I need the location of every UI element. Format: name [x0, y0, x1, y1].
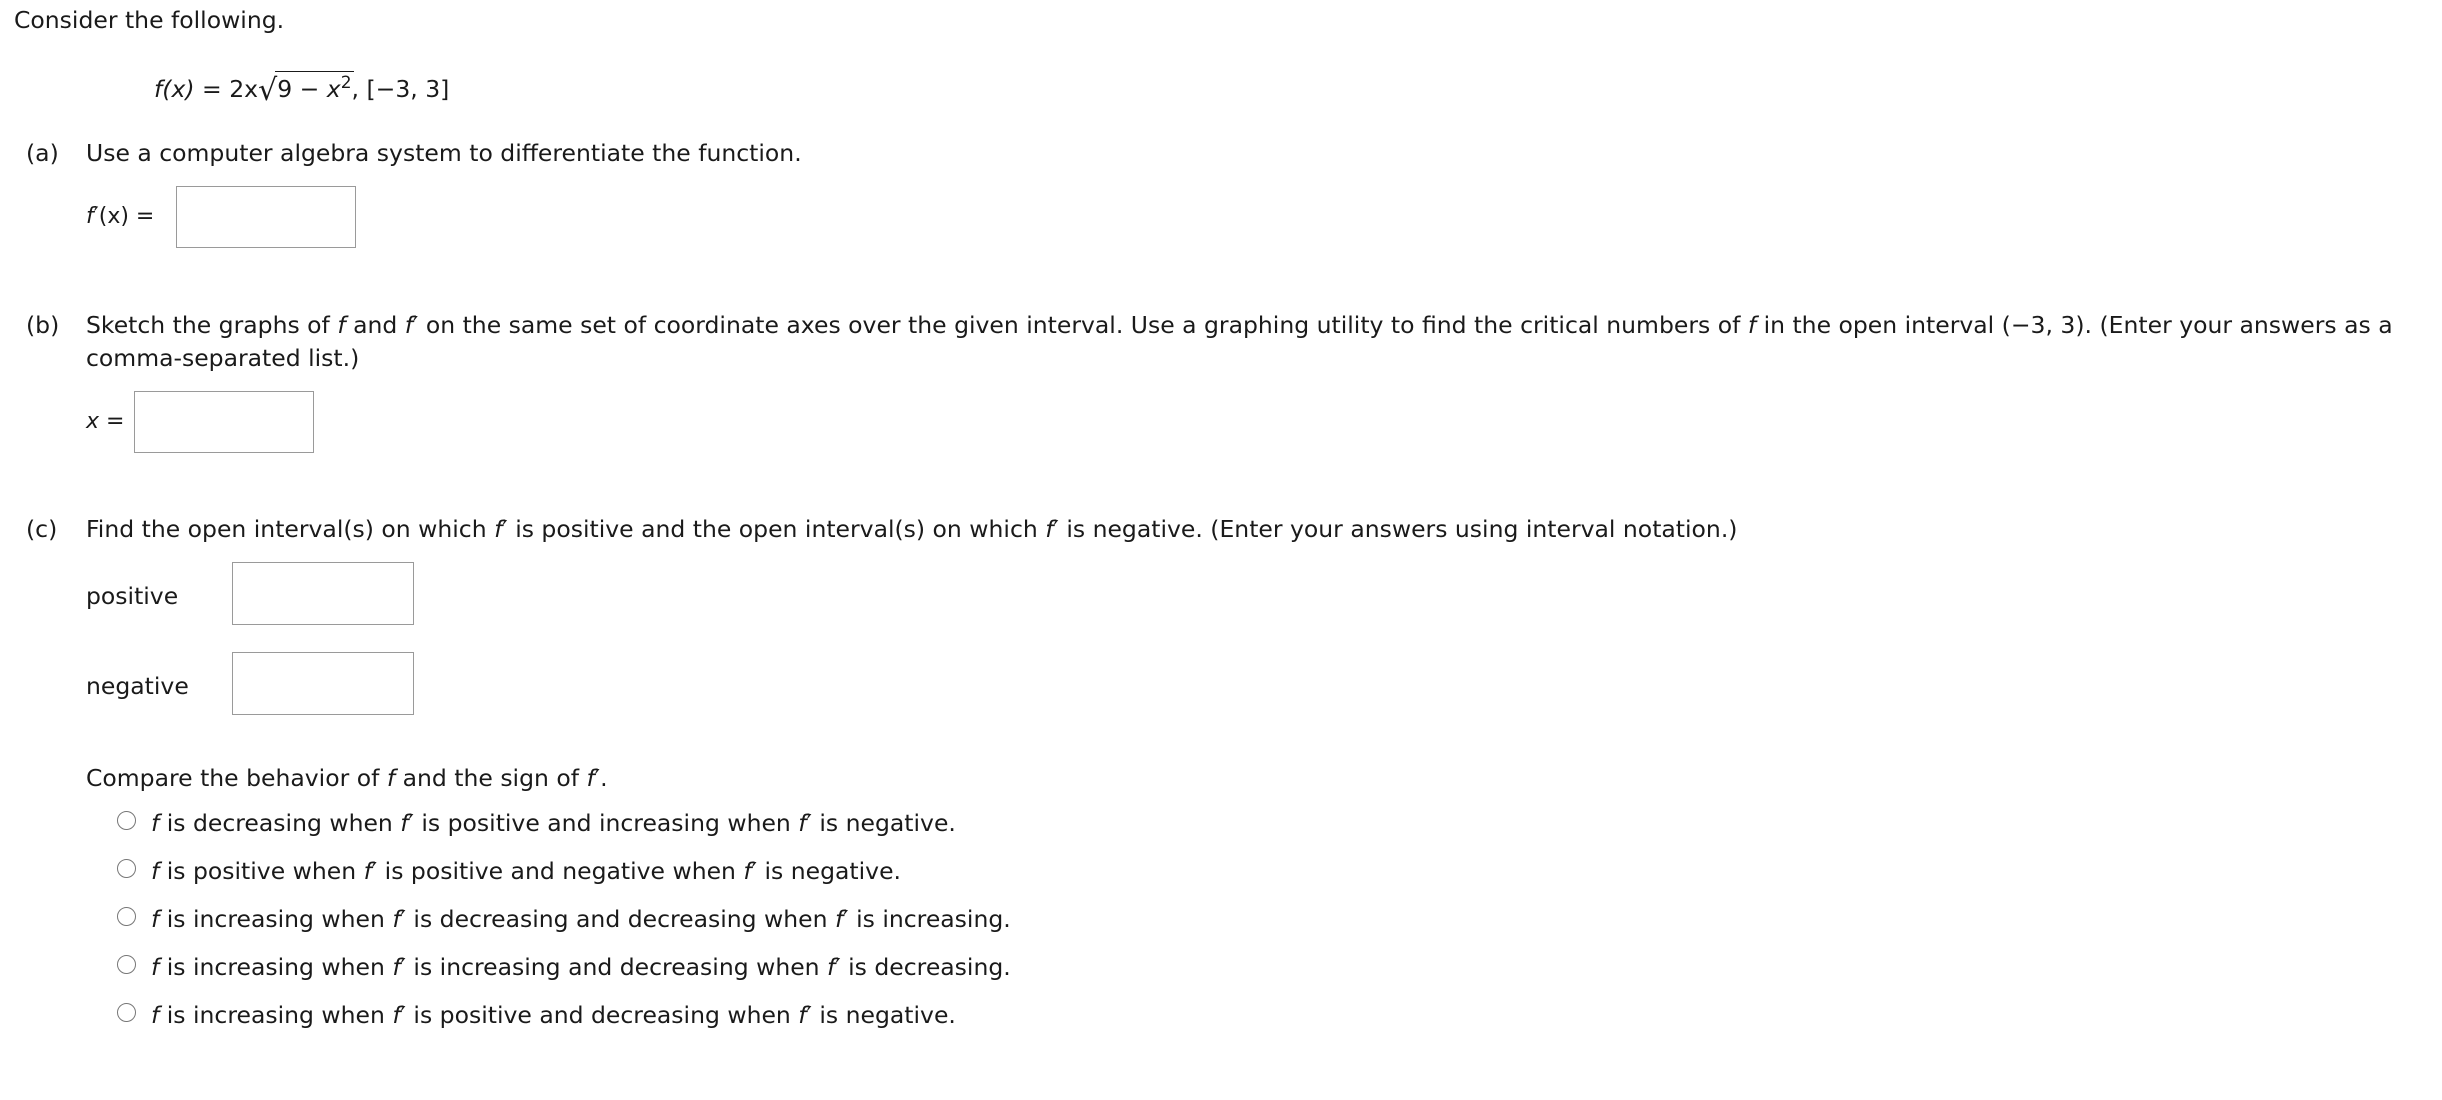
- opt3-c: ′ is increasing.: [843, 905, 1011, 933]
- part-b-label: (b): [26, 311, 60, 339]
- positive-interval-input[interactable]: [232, 562, 414, 625]
- b-f-3: f: [1747, 311, 1757, 339]
- opt2-f3: f: [743, 857, 752, 885]
- intro-text: Consider the following.: [14, 6, 285, 34]
- opt1-f: f: [151, 809, 160, 837]
- c-prime-1: ′: [502, 515, 508, 543]
- answer-label-eq: =: [99, 409, 125, 434]
- opt2-b: ′ is positive and negative when: [371, 857, 744, 885]
- opt1-a: is decreasing when: [159, 809, 401, 837]
- opt3-f2: f: [392, 905, 401, 933]
- b-f-1: f: [337, 311, 346, 339]
- opt4-b: ′ is increasing and decreasing when: [400, 953, 828, 981]
- option-radio-5[interactable]: [117, 1003, 136, 1022]
- b-text-4: in the open interval (−3, 3). (Enter your answers as a: [1756, 311, 2393, 339]
- opt5-f2: f: [392, 1001, 401, 1029]
- option-radio-3[interactable]: [117, 907, 136, 926]
- opt5-f3: f: [798, 1001, 807, 1029]
- negative-label: negative: [86, 672, 189, 700]
- opt2-a: is positive when: [159, 857, 364, 885]
- compare-prompt: [86, 764, 608, 792]
- part-b-answer-label: [86, 409, 124, 434]
- opt1-f3: f: [798, 809, 807, 837]
- c-text-1: Find the open interval(s) on which: [86, 515, 495, 543]
- option-text-5[interactable]: [151, 1001, 956, 1029]
- c-prime-2: ′: [1053, 515, 1059, 543]
- negative-interval-input[interactable]: [232, 652, 414, 715]
- part-a-prompt: Use a computer algebra system to differentiate the function.: [86, 139, 802, 167]
- part-c-prompt: [86, 515, 1737, 543]
- opt3-f: f: [151, 905, 160, 933]
- opt1-b: ′ is positive and increasing when: [408, 809, 799, 837]
- radical-sign: √: [258, 73, 278, 108]
- compare-text-3: ′.: [594, 764, 608, 792]
- compare-text-2: and the sign of: [395, 764, 587, 792]
- option-radio-1[interactable]: [117, 811, 136, 830]
- answer-label-rest: ′(x) =: [93, 204, 155, 229]
- compare-f-2: f: [586, 764, 595, 792]
- radicand-const: 9 −: [277, 75, 327, 103]
- part-b-prompt-line2: comma-separated list.): [86, 344, 360, 372]
- opt3-b: ′ is decreasing and decreasing when: [400, 905, 835, 933]
- part-a-answer-label: [86, 204, 154, 229]
- opt1-c: ′ is negative.: [806, 809, 956, 837]
- b-prime-2: ′: [413, 311, 419, 339]
- radical-bar: [275, 71, 353, 72]
- opt2-c: ′ is negative.: [751, 857, 901, 885]
- positive-label: positive: [86, 582, 179, 610]
- opt1-f2: f: [400, 809, 409, 837]
- function-coef: 2x: [229, 75, 259, 103]
- b-f-2: f: [404, 311, 414, 339]
- opt4-c: ′ is decreasing.: [835, 953, 1011, 981]
- c-text-3: is negative. (Enter your answers using interval notation.): [1058, 515, 1738, 543]
- answer-label-f: f: [86, 204, 94, 229]
- opt3-a: is increasing when: [159, 905, 393, 933]
- c-f-2: f: [1045, 515, 1054, 543]
- compare-text-1: Compare the behavior of: [86, 764, 387, 792]
- radicand: [277, 75, 351, 103]
- opt5-c: ′ is negative.: [806, 1001, 956, 1029]
- part-c-label: (c): [26, 515, 58, 543]
- option-text-2[interactable]: [151, 857, 901, 885]
- radicand-exp: 2: [340, 73, 352, 94]
- b-text-1: Sketch the graphs of: [86, 311, 338, 339]
- function-lhs: f(x): [154, 75, 195, 103]
- opt2-f2: f: [363, 857, 372, 885]
- function-eq: =: [202, 75, 222, 103]
- c-f-1: f: [494, 515, 503, 543]
- part-a-label: (a): [26, 139, 59, 167]
- part-b-prompt-line1: [86, 311, 2393, 339]
- radicand-var: x: [326, 75, 341, 103]
- part-b-critical-numbers-input[interactable]: [134, 391, 314, 453]
- option-radio-4[interactable]: [117, 955, 136, 974]
- b-text-3: on the same set of coordinate axes over the given interval. Use a graphing utility to find the critical numbers of: [418, 311, 1748, 339]
- option-radio-2[interactable]: [117, 859, 136, 878]
- function-interval: , [−3, 3]: [351, 75, 450, 103]
- opt4-f2: f: [392, 953, 401, 981]
- opt4-f3: f: [827, 953, 836, 981]
- option-text-1[interactable]: [151, 809, 956, 837]
- option-text-3[interactable]: [151, 905, 1011, 933]
- opt2-f: f: [151, 857, 160, 885]
- compare-f-1: f: [386, 764, 396, 792]
- c-text-2: is positive and the open interval(s) on which: [507, 515, 1046, 543]
- opt4-a: is increasing when: [159, 953, 393, 981]
- function-definition: [154, 70, 450, 108]
- opt3-f3: f: [835, 905, 844, 933]
- part-a-derivative-input[interactable]: [176, 186, 356, 248]
- opt5-a: is increasing when: [159, 1001, 393, 1029]
- answer-label-x: x: [86, 409, 100, 434]
- opt5-b: ′ is positive and decreasing when: [400, 1001, 799, 1029]
- opt4-f: f: [151, 953, 160, 981]
- opt5-f: f: [151, 1001, 160, 1029]
- option-text-4[interactable]: [151, 953, 1011, 981]
- b-text-2: and: [345, 311, 405, 339]
